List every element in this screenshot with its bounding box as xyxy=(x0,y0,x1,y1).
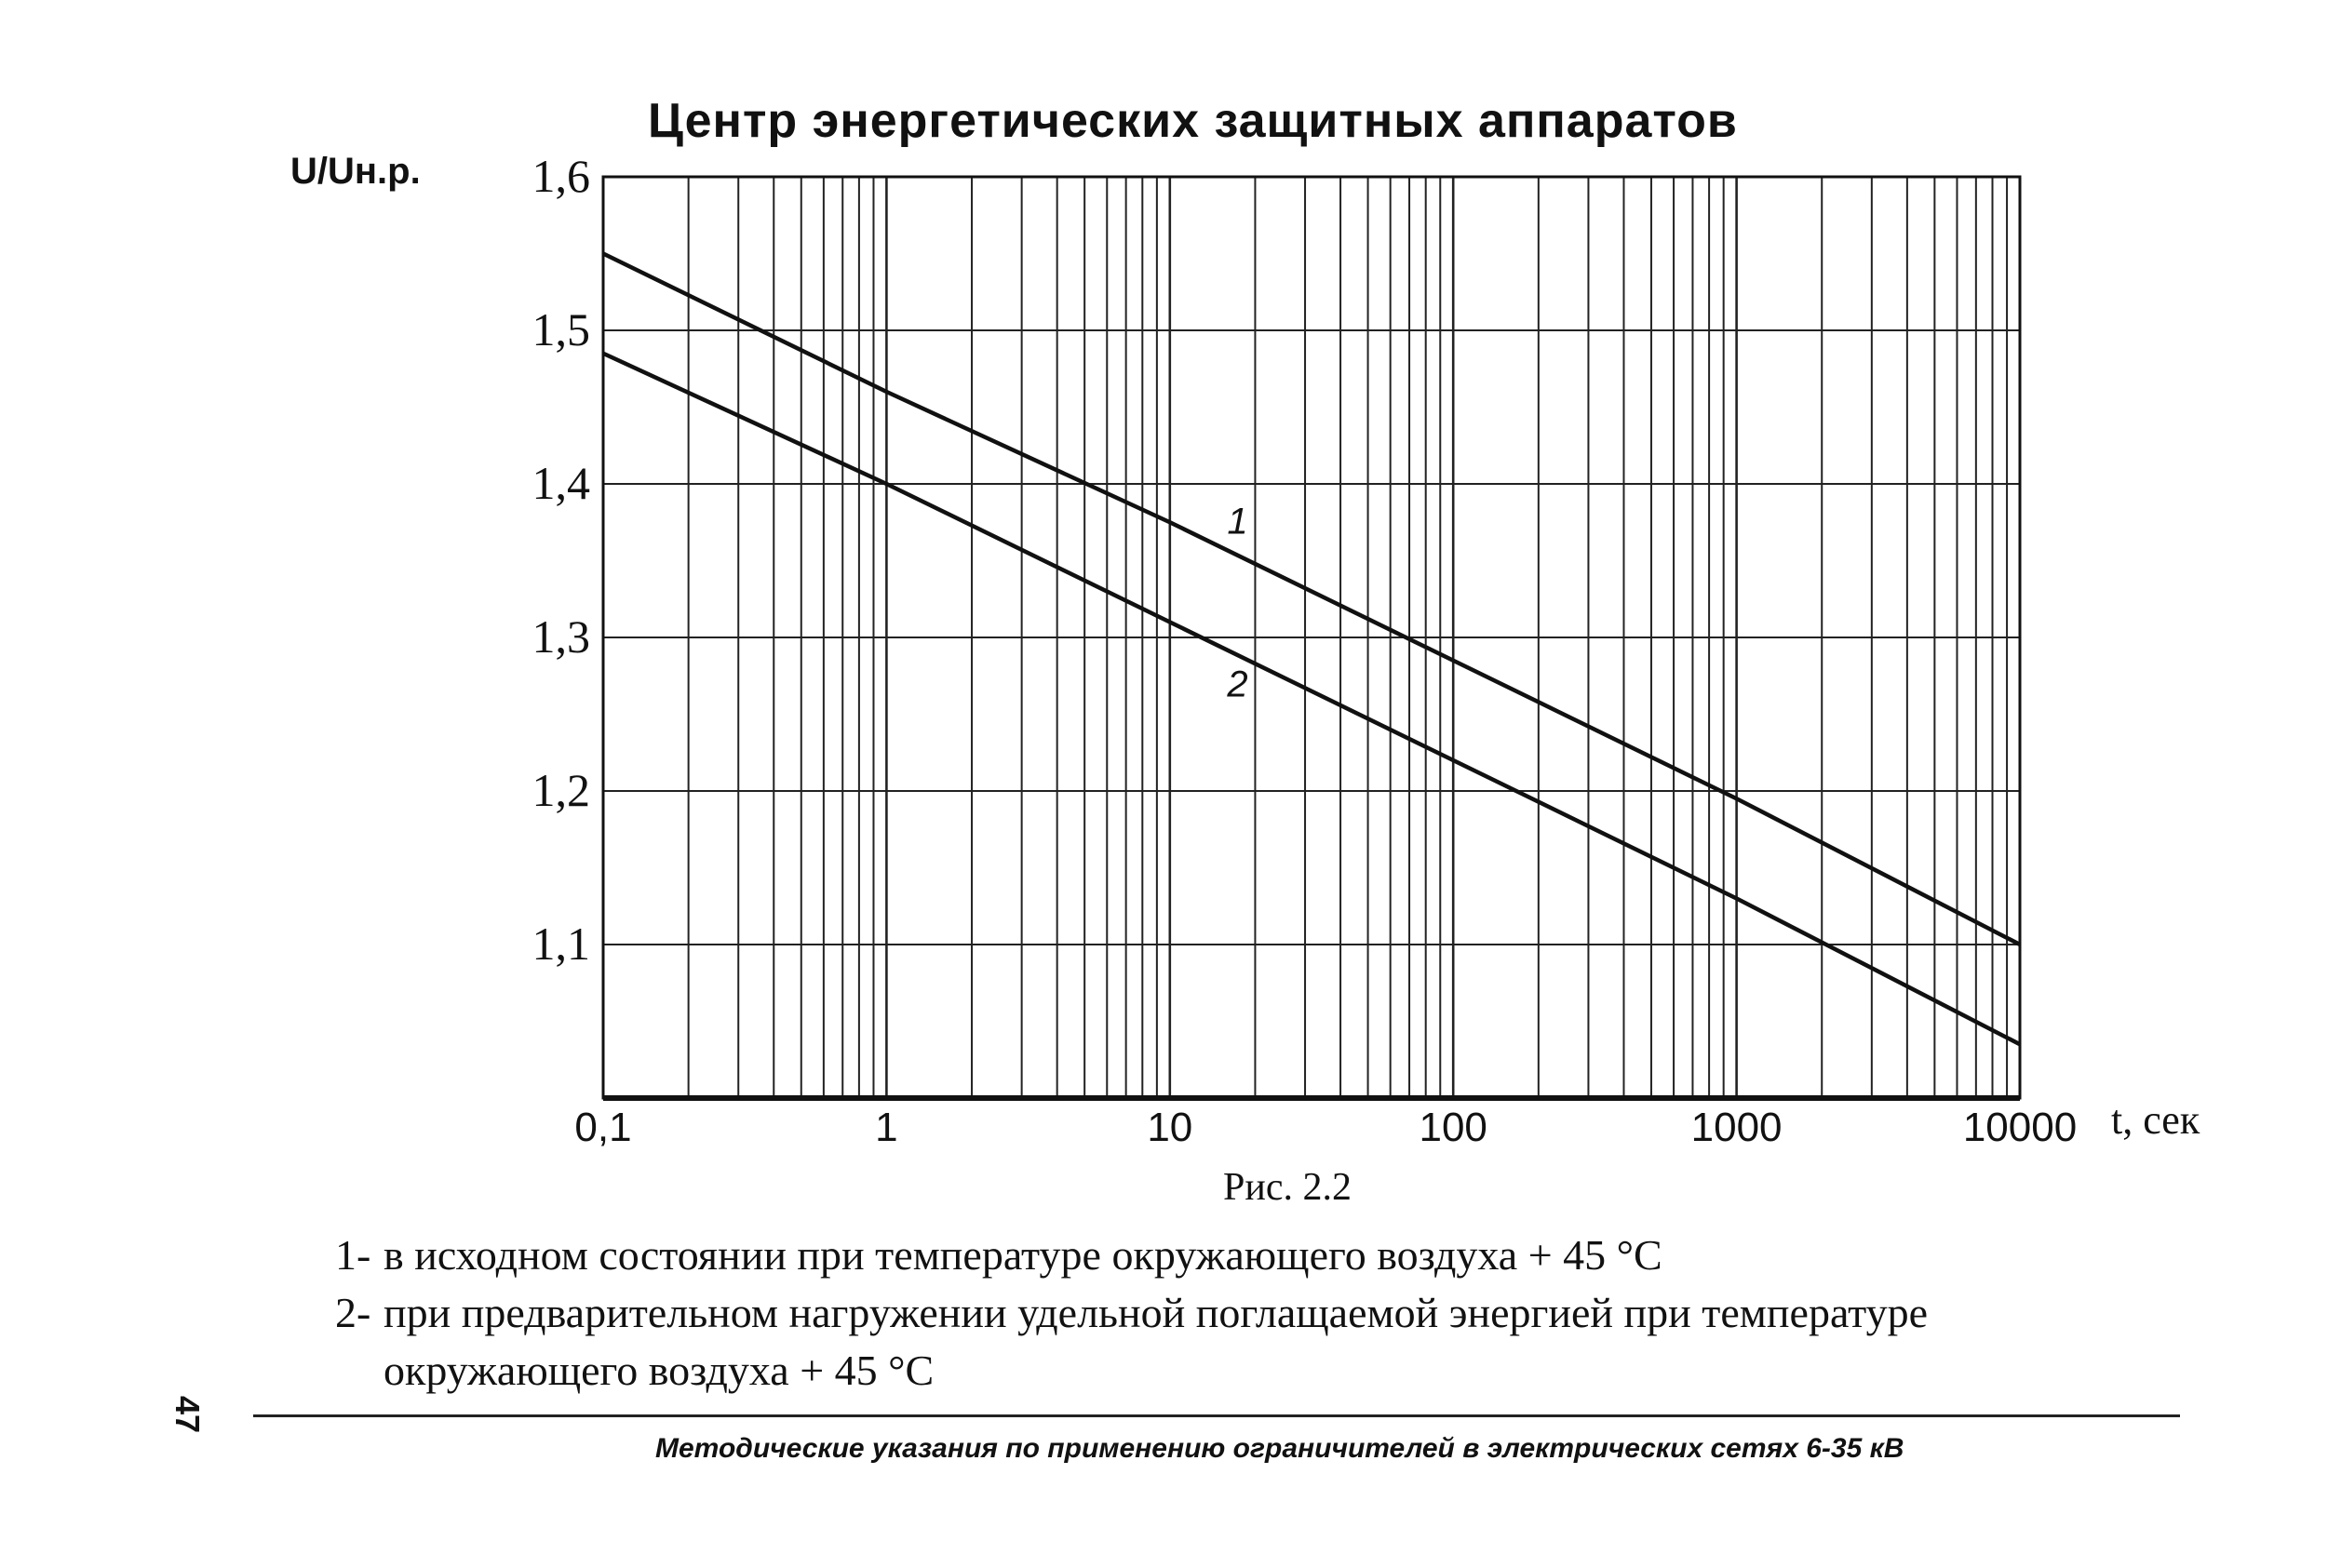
series-line-1 xyxy=(603,254,2020,945)
page-number: 47 xyxy=(168,1396,207,1434)
legend-item-text: при предварительном нагружении удельной поглащаемой энергией при температуре окружающего воздуха + 45 °С xyxy=(384,1289,1929,1394)
x-tick-label: 100 xyxy=(1419,1105,1487,1150)
series-label: 1 xyxy=(1227,501,1248,543)
chart-title: Центр энергетических защитных аппаратов xyxy=(648,94,1738,148)
y-tick-label: 1,3 xyxy=(532,610,590,663)
legend-item-number: 2- xyxy=(335,1289,371,1336)
legend-item-number: 1- xyxy=(335,1231,371,1279)
page-footer: Методические указания по применению ограничителей в электрических сетях 6-35 кВ xyxy=(655,1433,1904,1464)
series-line-2 xyxy=(603,354,2020,1045)
y-tick-label: 1,2 xyxy=(532,764,590,816)
figure-caption: Рис. 2.2 xyxy=(1223,1166,1352,1209)
footer-divider xyxy=(253,1414,2180,1417)
x-tick-label: 0,1 xyxy=(574,1105,632,1150)
y-axis-label: U/Uн.р. xyxy=(290,151,421,192)
x-tick-label: 10000 xyxy=(1962,1105,2078,1150)
series-label: 2 xyxy=(1227,663,1248,705)
x-tick-label: 1000 xyxy=(1690,1105,1783,1150)
legend-item-1 xyxy=(335,1226,2171,1284)
x-tick-label: 10 xyxy=(1147,1105,1193,1150)
y-tick-label: 1,1 xyxy=(532,918,590,970)
legend xyxy=(335,1226,2171,1400)
x-axis-label: t, сек xyxy=(2111,1097,2200,1143)
x-tick-label: 1 xyxy=(875,1105,898,1150)
y-tick-label: 1,5 xyxy=(532,303,590,355)
legend-item-text: в исходном состоянии при температуре окружающего воздуха + 45 °С xyxy=(384,1231,1662,1279)
legend-item-2 xyxy=(335,1284,2171,1400)
y-tick-label: 1,4 xyxy=(532,457,590,509)
y-tick-label: 1,6 xyxy=(532,150,590,202)
